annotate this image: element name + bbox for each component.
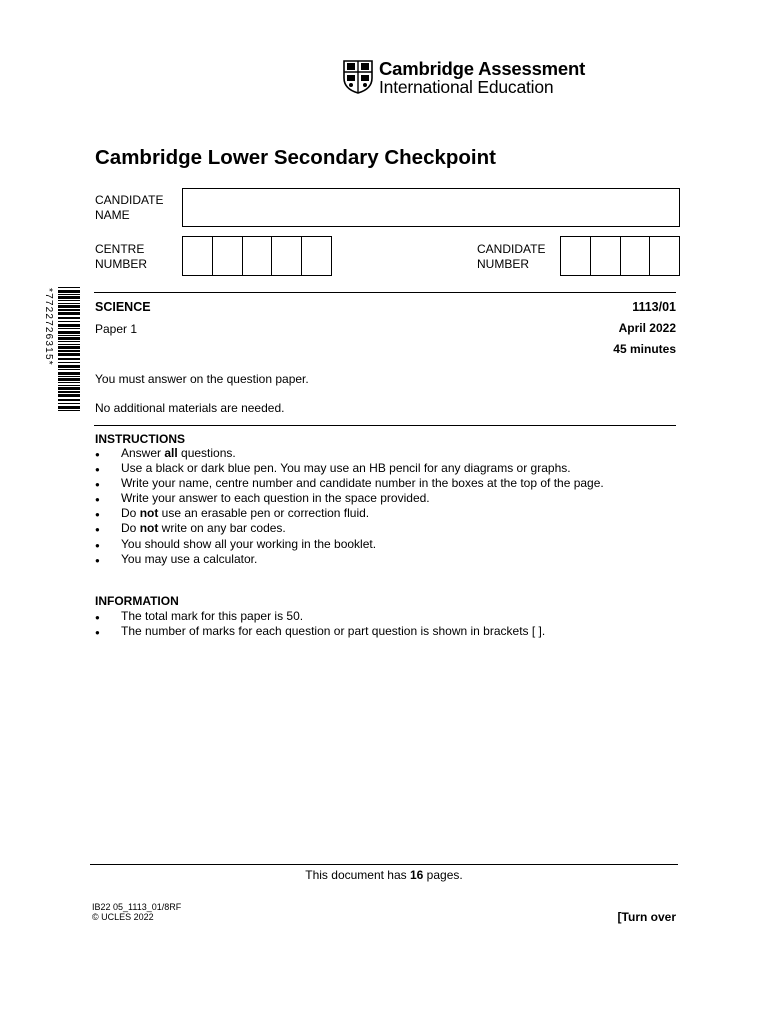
barcode-text: *7722726315* <box>43 288 54 366</box>
barcode-bar <box>58 387 80 390</box>
barcode-bar <box>58 344 80 345</box>
divider <box>94 292 676 293</box>
barcode-bar <box>58 317 80 319</box>
logo-line-2: International Education <box>379 77 554 97</box>
centre-number-cell[interactable] <box>243 237 273 275</box>
list-item: ● Do not use an erasable pen or correction fluid. <box>95 506 604 521</box>
barcode-bar <box>58 312 80 315</box>
paper-number: Paper 1 <box>95 322 138 336</box>
duration: 45 minutes <box>613 342 676 356</box>
candidate-number-cell[interactable] <box>621 237 651 275</box>
barcode-bar <box>58 372 80 375</box>
barcode-bar <box>58 394 80 397</box>
barcode-bar <box>58 406 80 409</box>
centre-number-label: CENTRE NUMBER <box>95 242 148 271</box>
barcode-bar <box>58 300 80 301</box>
subject: SCIENCE <box>95 300 151 314</box>
instructions-list <box>95 446 604 567</box>
logo-line-1: Cambridge Assessment <box>379 58 586 79</box>
turn-over: [Turn over <box>617 910 676 924</box>
barcode-bar <box>58 353 80 356</box>
barcode-bar <box>58 410 80 411</box>
centre-number-cell[interactable] <box>183 237 213 275</box>
barcode-bar <box>58 294 80 295</box>
answer-note: You must answer on the question paper. <box>95 372 309 386</box>
candidate-number-cell[interactable] <box>650 237 679 275</box>
paper-code: 1113/01 <box>632 300 676 314</box>
barcode-bar <box>58 287 80 288</box>
barcode-bar <box>58 331 80 334</box>
barcode-bar <box>58 346 80 349</box>
candidate-number-cell[interactable] <box>561 237 591 275</box>
list-item: ● The total mark for this paper is 50. <box>95 609 545 624</box>
barcode-bar <box>58 376 80 377</box>
list-item: ● Do not write on any bar codes. <box>95 521 604 536</box>
barcode-bar <box>58 321 80 322</box>
barcode-icon <box>42 286 82 416</box>
list-item: ● Use a black or dark blue pen. You may use an HB pencil for any diagrams or graphs. <box>95 461 604 476</box>
barcode-bar <box>58 350 80 352</box>
exam-session: April 2022 <box>618 321 676 335</box>
copyright: © UCLES 2022 <box>92 912 154 922</box>
barcode-bar <box>58 341 80 342</box>
barcode-bar <box>58 290 80 293</box>
barcode-bar <box>58 337 80 340</box>
barcode-bar <box>58 391 80 393</box>
centre-number-field[interactable] <box>182 236 332 276</box>
centre-number-cell[interactable] <box>272 237 302 275</box>
barcode-bar <box>58 328 80 329</box>
candidate-number-cell[interactable] <box>591 237 621 275</box>
barcode-bar <box>58 378 80 381</box>
barcode-bar <box>58 382 80 383</box>
barcode-bar <box>58 335 80 336</box>
instructions-heading: INSTRUCTIONS <box>95 432 185 446</box>
list-item: ● Write your name, centre number and candidate number in the boxes at the top of the page. <box>95 476 604 491</box>
candidate-name-label: CANDIDATE NAME <box>95 193 164 222</box>
centre-number-cell[interactable] <box>302 237 331 275</box>
list-item: ● You should show all your working in the booklet. <box>95 537 604 552</box>
list-item: ● You may use a calculator. <box>95 552 604 567</box>
candidate-number-field[interactable] <box>560 236 680 276</box>
centre-number-cell[interactable] <box>213 237 243 275</box>
cambridge-crest-icon <box>343 60 373 94</box>
list-item: ● The number of marks for each question or part question is shown in brackets [ ]. <box>95 624 545 639</box>
list-item: ● Answer all questions. <box>95 446 604 461</box>
barcode-bar <box>58 365 80 368</box>
information-heading: INFORMATION <box>95 594 179 608</box>
information-list <box>95 609 545 639</box>
cambridge-logo <box>343 58 586 98</box>
barcode-bar <box>58 385 80 386</box>
materials-note: No additional materials are needed. <box>95 401 285 415</box>
barcode-bar <box>58 305 80 308</box>
barcode-bar <box>58 362 80 363</box>
barcode <box>42 286 82 416</box>
barcode-bar <box>58 309 80 311</box>
barcode-bar <box>58 303 80 304</box>
list-item: ● Write your answer to each question in the space provided. <box>95 491 604 506</box>
barcode-bar <box>58 399 80 401</box>
exam-title: Cambridge Lower Secondary Checkpoint <box>95 146 496 169</box>
divider <box>94 425 676 426</box>
page-count: This document has 16 pages. <box>305 868 463 882</box>
barcode-bar <box>58 296 80 299</box>
reference-code: IB22 05_1113_01/8RF <box>92 902 182 912</box>
barcode-bar <box>58 403 80 404</box>
candidate-number-label: CANDIDATE NUMBER <box>477 242 546 271</box>
candidate-name-field[interactable] <box>182 188 680 227</box>
barcode-bar <box>58 324 80 327</box>
barcode-bar <box>58 358 80 360</box>
footer-divider <box>90 864 678 865</box>
barcode-bar <box>58 369 80 370</box>
